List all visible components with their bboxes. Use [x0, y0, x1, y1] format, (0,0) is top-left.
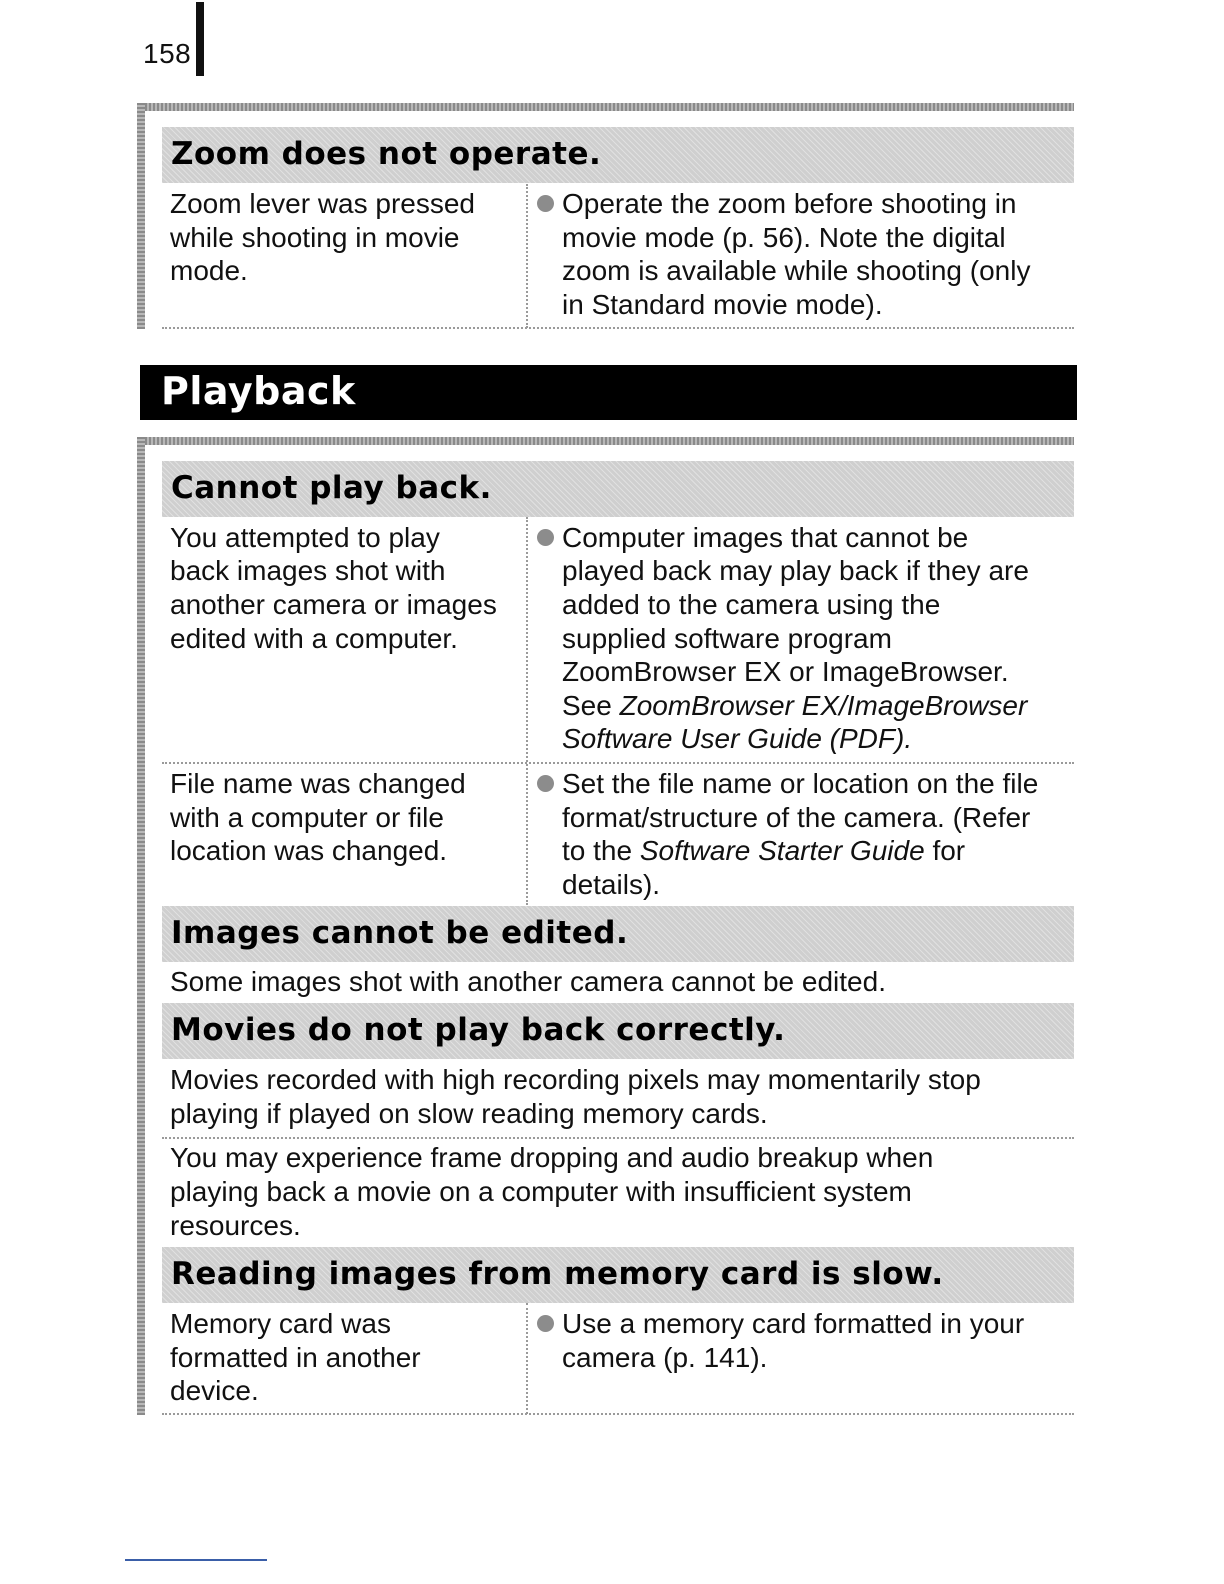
bullet-icon [537, 1315, 554, 1332]
playback-section-title: Playback [161, 369, 356, 413]
cannot-play-cause-line: back images shot with [170, 555, 446, 586]
page-number: 158 [143, 38, 192, 69]
reading-title-band [162, 1247, 1074, 1303]
guide-title-part1: ZoomBrowser EX/ImageBrowser [619, 690, 1028, 721]
zoom-title-band [162, 127, 1074, 183]
cannot-edit-text: Some images shot with another camera cannot be edited. [170, 966, 886, 997]
cannot-play-cause-line: You attempted to play [170, 522, 440, 553]
cannot-play-solution-line: added to the camera using the [562, 589, 941, 620]
movies-text-line: resources. [170, 1210, 301, 1241]
zoom-solution-line: zoom is available while shooting (only [562, 255, 1031, 286]
starter-guide-title: Software Starter Guide [639, 835, 925, 866]
movies-text-line: You may experience frame dropping and audio breakup when [170, 1142, 934, 1173]
reading-title: Reading images from memory card is slow. [171, 1256, 944, 1292]
for-label: for [932, 835, 966, 866]
reading-solution-line: camera (p. 141). [562, 1342, 768, 1373]
block-top-rule [137, 437, 1074, 445]
cannot-play-title: Cannot play back. [171, 470, 492, 506]
row-separator [162, 1413, 1074, 1415]
column-separator [526, 184, 528, 328]
cannot-play-solution-line: supplied software program [562, 623, 892, 654]
playback-section-header [140, 365, 1077, 420]
cannot-play-cause-line: edited with a computer. [170, 623, 458, 654]
cannot-play-solution-line: Set the file name or location on the file [562, 768, 1039, 799]
zoom-solution-line: movie mode (p. 56). Note the digital [562, 222, 1006, 253]
zoom-cause-line: Zoom lever was pressed [170, 188, 476, 219]
cannot-play-title-band [162, 461, 1074, 517]
cannot-play-cause-line: with a computer or file [170, 802, 444, 833]
movies-text-line: Movies recorded with high recording pixels may momentarily stop [170, 1064, 981, 1095]
bullet-icon [537, 775, 554, 792]
movies-text-line: playing back a movie on a computer with insufficient system [170, 1176, 912, 1207]
guide-title-part2: Software User Guide (PDF). [562, 723, 913, 754]
bullet-icon [537, 195, 554, 212]
movies-title-band [162, 1003, 1074, 1059]
block-left-rule [137, 103, 145, 329]
cannot-play-solution-line: ZoomBrowser EX or ImageBrowser. [562, 656, 1009, 687]
zoom-solution-line: in Standard movie mode). [562, 289, 883, 320]
zoom-title: Zoom does not operate. [171, 136, 602, 172]
footer-rule [125, 1559, 267, 1561]
cannot-edit-title: Images cannot be edited. [171, 915, 629, 951]
cannot-play-solution-line [562, 689, 1027, 723]
cannot-play-solution-line: played back may play back if they are [562, 555, 1029, 586]
block-left-rule [137, 437, 145, 1415]
movies-text-line: playing if played on slow reading memory cards. [170, 1098, 768, 1129]
see-label: See [562, 690, 612, 721]
row-separator [162, 1137, 1074, 1139]
cannot-play-solution-line [562, 834, 965, 868]
bullet-icon [537, 529, 554, 546]
reading-cause-line: formatted in another [170, 1342, 421, 1373]
movies-title: Movies do not play back correctly. [171, 1012, 786, 1048]
reading-cause-line: device. [170, 1375, 259, 1406]
cannot-edit-title-band [162, 906, 1074, 962]
reading-cause-line: Memory card was [170, 1308, 391, 1339]
cannot-play-solution-line: Computer images that cannot be [562, 522, 969, 553]
zoom-solution-line: Operate the zoom before shooting in [562, 188, 1017, 219]
cannot-play-solution-line [562, 722, 912, 756]
cannot-play-cause-line: another camera or images [170, 589, 497, 620]
refer-label: to the [562, 835, 633, 866]
cannot-play-solution-line: details). [562, 869, 661, 900]
column-separator [526, 517, 528, 905]
block-top-rule [137, 103, 1074, 111]
cannot-play-solution-line: format/structure of the camera. (Refer [562, 802, 1031, 833]
row-separator [162, 327, 1074, 329]
zoom-cause-line: while shooting in movie [170, 222, 460, 253]
zoom-cause-line: mode. [170, 255, 248, 286]
page-number-bar [196, 2, 204, 76]
row-separator [162, 762, 1074, 764]
cannot-play-cause-line: location was changed. [170, 835, 448, 866]
cannot-play-cause-line: File name was changed [170, 768, 466, 799]
column-separator [526, 1303, 528, 1414]
reading-solution-line: Use a memory card formatted in your [562, 1308, 1025, 1339]
